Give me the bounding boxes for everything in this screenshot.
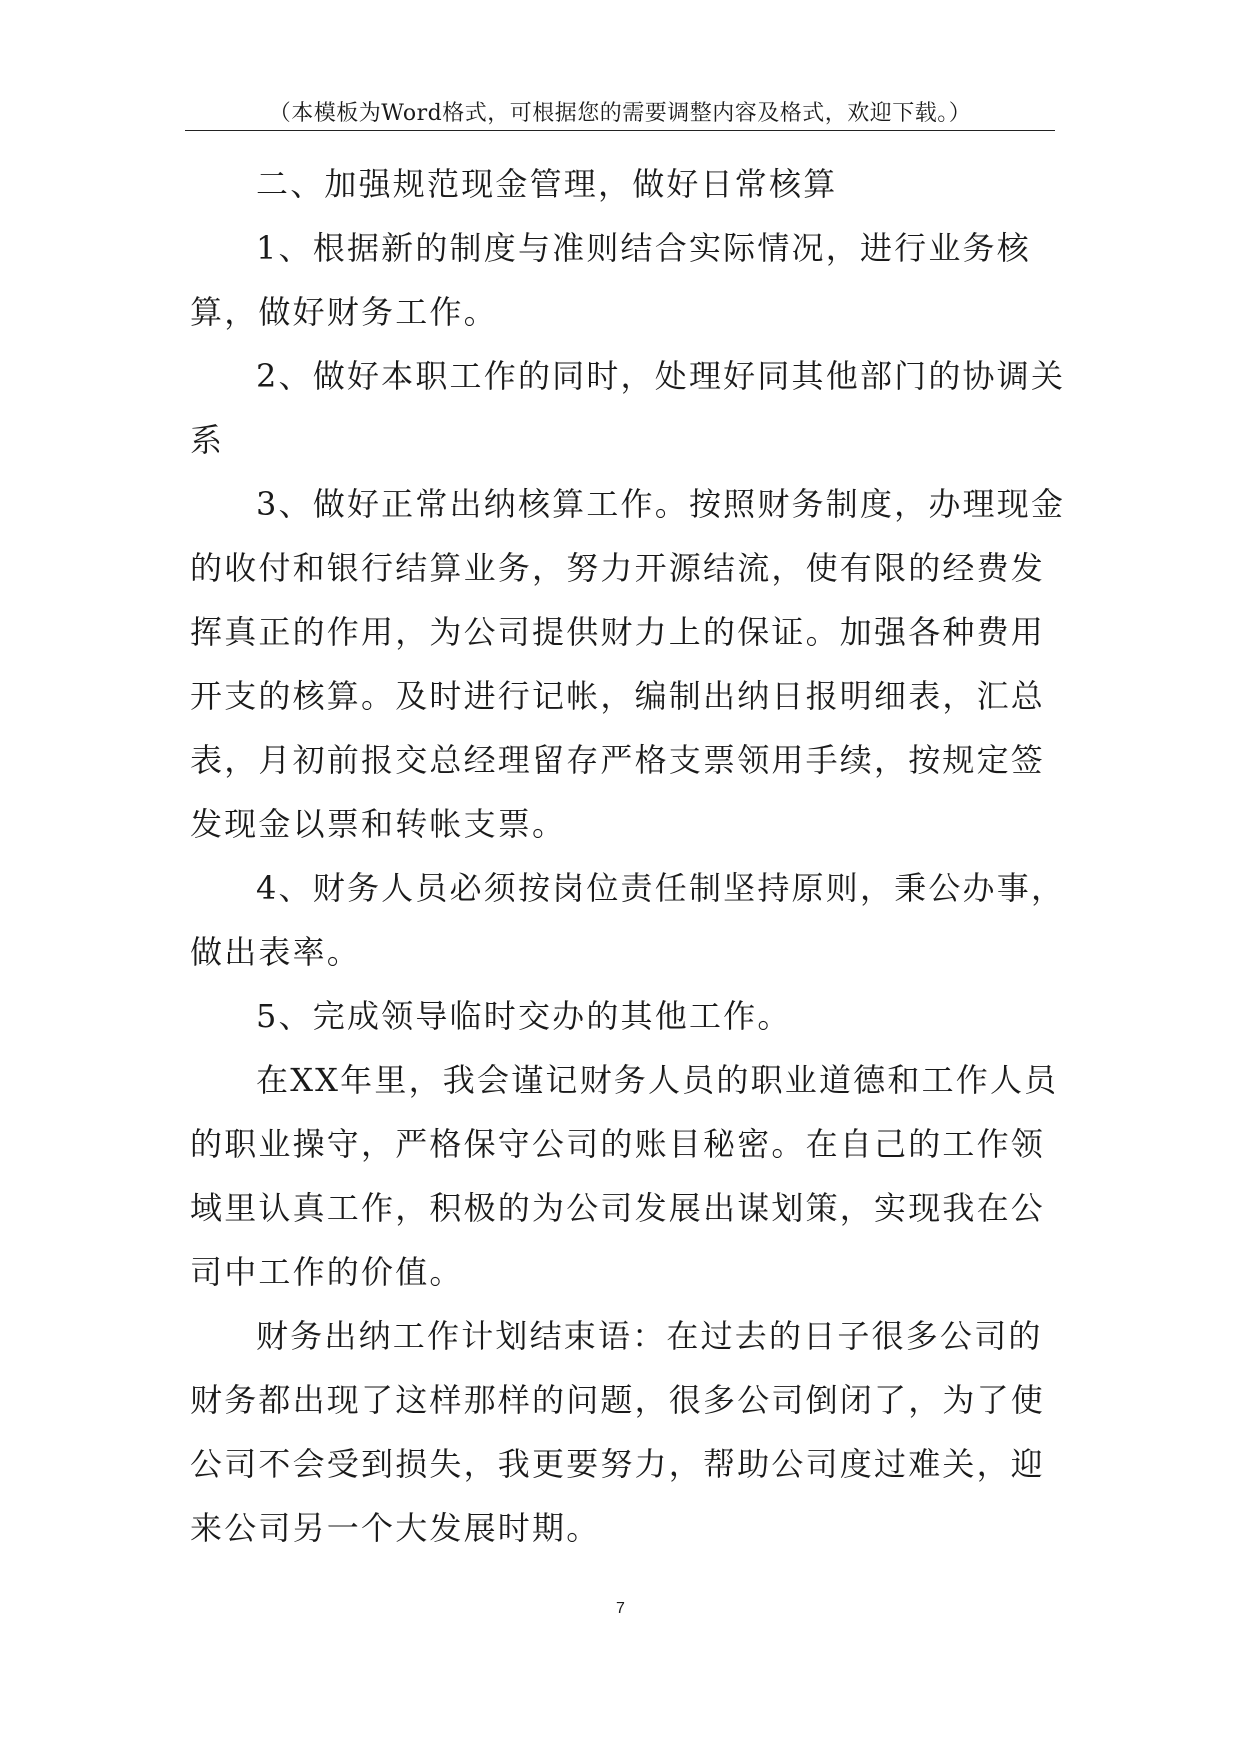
- paragraph-item-4: 4、财务人员必须按岗位责任制坚持原则，秉公办事，做出表率。: [190, 869, 1066, 971]
- paragraph-conclusion: 财务出纳工作计划结束语：在过去的日子很多公司的财务都出现了这样那样的问题，很多公司倒闭了，为了使公司不会受到损失，我更要努力，帮助公司度过难关，迎来公司另一个大发展时期。: [190, 1317, 1046, 1547]
- paragraph-item-5: 5、完成领导临时交办的其他工作。: [256, 997, 792, 1035]
- page-number: 7: [616, 1600, 625, 1617]
- paragraph-year-commitment: 在XX年里，我会谨记财务人员的职业道德和工作人员的职业操守，严格保守公司的账目秘密。在自己的工作领域里认真工作，积极的为公司发展出谋划策，实现我在公司中工作的价值。: [190, 1061, 1059, 1291]
- paragraph-item-2: 2、做好本职工作的同时，处理好同其他部门的协调关系: [190, 357, 1066, 459]
- document-body: [190, 152, 1070, 1560]
- section-heading: 二、加强规范现金管理，做好日常核算: [256, 165, 838, 203]
- paragraph-item-3: 3、做好正常出纳核算工作。按照财务制度，办理现金的收付和银行结算业务，努力开源结流，使有限的经费发挥真正的作用，为公司提供财力上的保证。加强各种费用开支的核算。及时进行记帐，编制出纳日报明细表，汇总表，月初前报交总经理留存严格支票领用手续，按规定签发现金以票和转帐支票。: [190, 485, 1066, 843]
- template-header-note: （本模板为Word格式，可根据您的需要调整内容及格式，欢迎下载。）: [268, 101, 972, 126]
- header-divider: [185, 130, 1055, 131]
- paragraph-item-1: 1、根据新的制度与准则结合实际情况，进行业务核算，做好财务工作。: [190, 229, 1031, 331]
